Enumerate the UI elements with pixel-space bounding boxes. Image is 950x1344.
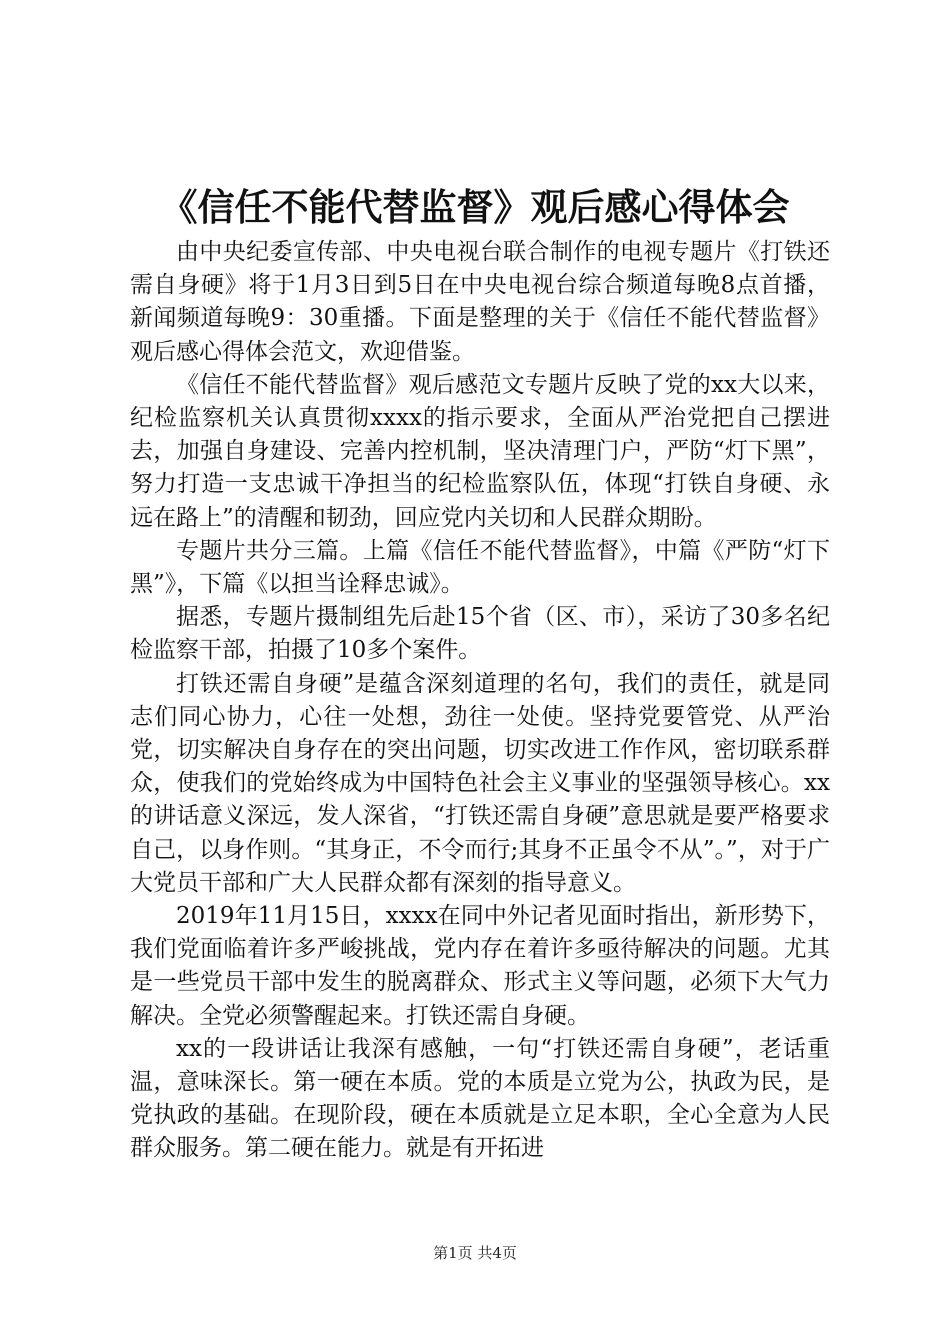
paragraph-1: 由中央纪委宣传部、中央电视台联合制作的电视专题片《打铁还需自身硬》将于1月3日到5日在中央电视台综合频道每晚8点首播，新闻频道每晚9：30重播。下面是整理的关于《信任不能代替监督》观后感心得体会范文，欢迎借鉴。 — [130, 239, 830, 365]
paragraph-2: 《信任不能代替监督》观后感范文专题片反映了党的xx大以来，纪检监察机关认真贯彻xxxx的指示要求，全面从严治党把自己摆进去，加强自身建设、完善内控机制，坚决清理门户，严防“灯下黑”，努力打造一支忠诚干净担当的纪检监察队伍，体现“打铁自身硬、永远在路上”的清醒和韧劲，回应党内关切和人民群众期盼。 — [130, 371, 830, 531]
document-body — [130, 236, 830, 1166]
paragraph-7: xx的一段讲话让我深有感触，一句“打铁还需自身硬”，老话重温，意味深长。第一硬在本质。党的本质是立党为公，执政为民，是党执政的基础。在现阶段，硬在本质就是立足本职，全心全意为人民群众服务。第二硬在能力。就是有开拓进 — [130, 1035, 830, 1162]
document-title: 《信任不能代替监督》观后感心得体会 — [160, 185, 790, 229]
page-number-footer: 第1页 共4页 — [433, 1244, 517, 1262]
paragraph-6: 2019年11月15日，xxxx在同中外记者见面时指出，新形势下，我们党面临着许多严峻挑战，党内存在着许多亟待解决的问题。尤其是一些党员干部中发生的脱离群众、形式主义等问题，必须下大气力解决。全党必须警醒起来。打铁还需自身硬。 — [130, 903, 830, 1029]
paragraph-3: 专题片共分三篇。上篇《信任不能代替监督》，中篇《严防“灯下黑”》，下篇《以担当诠释忠诚》。 — [130, 537, 830, 598]
paragraph-5: 打铁还需自身硬”是蕴含深刻道理的名句，我们的责任，就是同志们同心协力，心往一处想，劲往一处使。坚持党要管党、从严治党，切实解决自身存在的突出问题，切实改进工作作风，密切联系群众，使我们的党始终成为中国特色社会主义事业的坚强领导核心。xx的讲话意义深远，发人深省，“打铁还需自身硬”意思就是要严格要求自己，以身作则。“其身正，不令而行;其身不正虽令不从”。”，对于广大党员干部和广大人民群众都有深刻的指导意义。 — [130, 670, 830, 896]
paragraph-4: 据悉，专题片摄制组先后赴15个省（区、市），采访了30多名纪检监察干部，拍摄了10多个案件。 — [130, 604, 830, 664]
